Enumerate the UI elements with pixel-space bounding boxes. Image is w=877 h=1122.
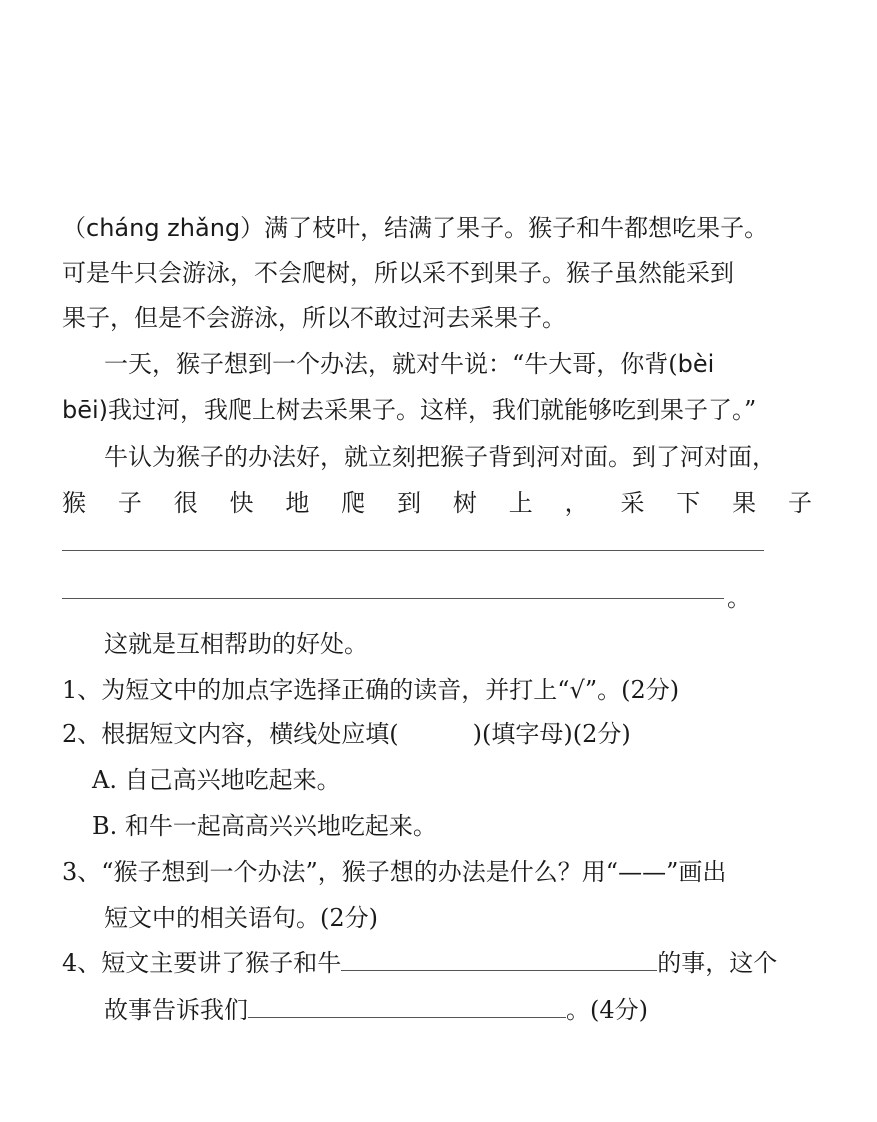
passage-line-3: 果子，但是不会游泳，所以不敢过河去采果子。 — [62, 304, 566, 332]
passage-char: 下 — [676, 489, 701, 517]
passage-line-1 — [62, 208, 768, 243]
question-1: 1、为短文中的加点字选择正确的读音，并打上“√”。(2分) — [62, 676, 680, 704]
question-text: 2、根据短文内容，横线处应填( — [62, 720, 399, 748]
passage-text: 我过河，我爬上树去采果子。这样，我们就能够吃到果子了。” — [108, 396, 757, 424]
question-text: 故事告诉我们 — [104, 996, 248, 1024]
passage-char: 快 — [229, 489, 254, 517]
passage-char: 果 — [732, 489, 757, 517]
passage-char: 很 — [173, 489, 198, 517]
answer-blank-line-2[interactable] — [62, 598, 724, 599]
passage-char: 到 — [397, 489, 422, 517]
passage-char: 采 — [620, 489, 645, 517]
passage-line-6: 牛认为猴子的办法好，就立刻把猴子背到河对面。到了河对面， — [104, 443, 776, 471]
passage-line-7 — [62, 483, 812, 518]
question-4-line-2 — [104, 990, 648, 1025]
pinyin-annotation: bèi — [677, 350, 715, 378]
pinyin-annotation: bēi) — [62, 396, 109, 424]
option-b: B. 和牛一起高高兴兴地吃起来。 — [92, 812, 437, 840]
question-2 — [62, 714, 631, 749]
passage-line-9: 这就是互相帮助的好处。 — [104, 630, 368, 658]
passage-char: 地 — [285, 489, 310, 517]
passage-char: 树 — [452, 489, 477, 517]
answer-underline[interactable] — [341, 944, 657, 971]
question-text: 。(4分) — [566, 996, 648, 1024]
passage-char: 猴 — [62, 489, 86, 517]
option-a: A. 自己高兴地吃起来。 — [92, 766, 341, 794]
answer-blank-line-1[interactable] — [62, 550, 764, 551]
passage-line-2: 可是牛只会游泳，不会爬树，所以采不到果子。猴子虽然能采到 — [62, 259, 734, 287]
passage-char: 爬 — [341, 489, 366, 517]
passage-line-5 — [62, 390, 756, 425]
passage-char: 子 — [787, 489, 812, 517]
passage-char: ， — [564, 489, 589, 517]
blank-end-punctuation: 。 — [727, 584, 751, 612]
question-3-line-2: 短文中的相关语句。(2分) — [104, 904, 378, 932]
pinyin-annotation: （cháng zhǎng） — [62, 214, 265, 242]
answer-underline[interactable] — [248, 991, 566, 1018]
question-text: 4、短文主要讲了猴子和牛 — [62, 949, 342, 977]
question-text: )(填字母)(2分) — [472, 720, 631, 748]
question-3-line-1: 3、“猴子想到一个办法”，猴子想的办法是什么？用“——”画出 — [62, 858, 727, 886]
passage-text: 一天，猴子想到一个办法，就对牛说：“牛大哥，你背( — [104, 350, 678, 378]
passage-char: 子 — [117, 489, 142, 517]
question-text: 的事，这个 — [657, 949, 778, 977]
passage-line-4 — [104, 344, 714, 379]
passage-char: 上 — [508, 489, 533, 517]
passage-text: 满了枝叶，结满了果子。猴子和牛都想吃果子。 — [264, 214, 769, 242]
question-4-line-1 — [62, 943, 777, 978]
